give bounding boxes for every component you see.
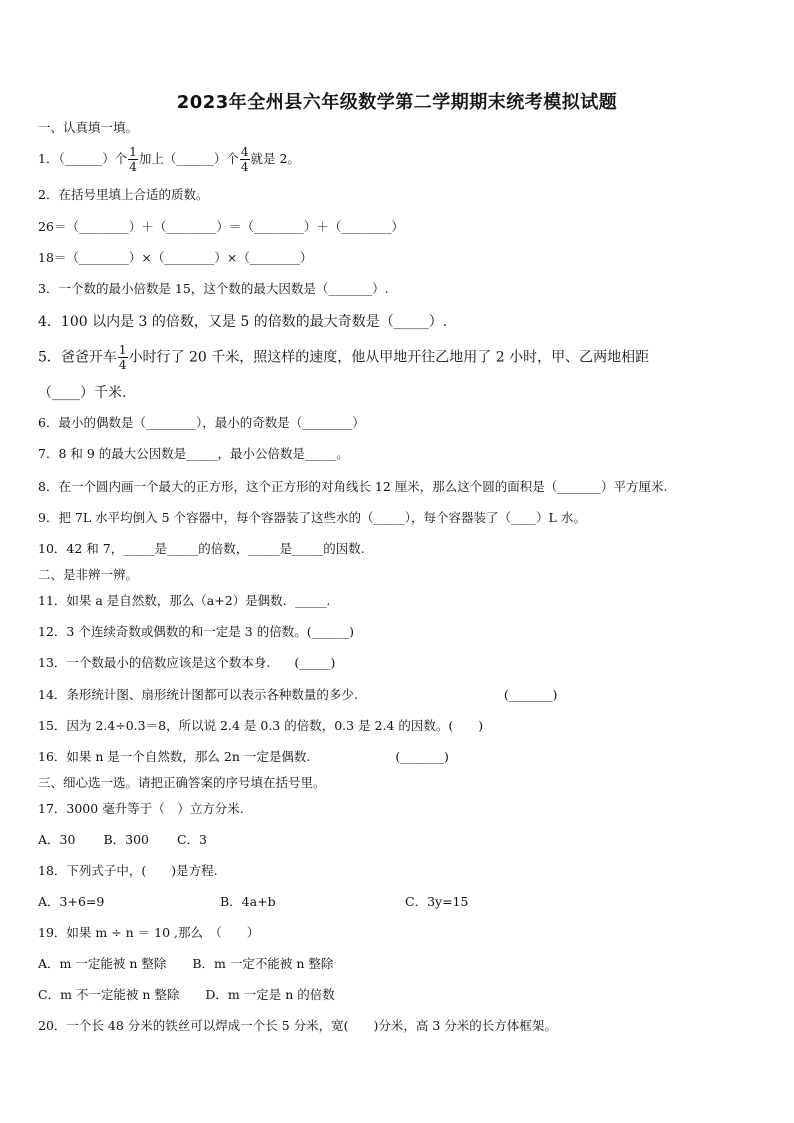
question-11: 11．如果 a 是自然数，那么（a+2）是偶数．_____. — [38, 593, 331, 608]
question-15: 15．因为 2.4÷0.3＝8，所以说 2.4 是 0.3 的倍数，0.3 是 2.4 的因数。( ) — [38, 718, 484, 733]
option-c: C．3y=15 — [405, 894, 469, 909]
option-c: C．m 不一定能被 n 整除 — [38, 987, 180, 1002]
fraction-one-quarter: $\frac{1}{4}$ — [118, 343, 127, 372]
option-c: C．3 — [176, 832, 208, 847]
fraction-one-quarter: $\frac{1}{4}$ — [129, 145, 137, 174]
option-b: B．4a+b — [220, 894, 276, 909]
question-17-options — [38, 834, 207, 847]
option-b: B．300 — [103, 832, 149, 847]
question-2-line-b: 18＝（________）×（________）×（________） — [38, 250, 313, 265]
question-17: 17．3000 毫升等于（ ）立方分米. — [38, 801, 244, 816]
answer-blank: (_______) — [503, 687, 558, 702]
question-4: 4．100 以内是 3 的倍数，又是 5 的倍数的最大奇数是（_____）. — [38, 314, 448, 330]
question-19-options-row-1 — [38, 958, 333, 971]
answer-blank: (_____) — [294, 655, 336, 670]
question-13: 13．一个数最小的倍数应该是这个数本身. (_____) — [38, 655, 336, 670]
option-a: A．30 — [38, 832, 76, 847]
question-5: 5．爸爸开车 $\frac{1}{4}$ 小时行了 20 千米，照这样的速度，他从甲地开往乙地用了 2 小时，甲、乙两地相距 — [38, 343, 650, 372]
option-a: A．3+6=9 — [38, 894, 105, 909]
question-19: 19．如果 m ÷ n ＝ 10 ,那么 （ ） — [38, 925, 260, 940]
option-b: B．m 一定不能被 n 整除 — [192, 956, 334, 971]
answer-blank: (_______) — [395, 749, 449, 764]
question-18: 18．下列式子中，( )是方程. — [38, 863, 218, 878]
question-2: 2．在括号里填上合适的质数。 — [38, 187, 209, 202]
question-14: 14．条形统计图、扇形统计图都可以表示各种数量的多少. (_______) — [38, 687, 558, 702]
fraction-four-quarters: $\frac{4}{4}$ — [240, 145, 249, 174]
question-3: 3．一个数的最小倍数是 15，这个数的最大因数是（_______）. — [38, 281, 389, 296]
question-1: 1．（______）个 $\frac{1}{4}$ 加上（______）个 $\frac{4}{4}$ 就是 2。 — [38, 145, 300, 174]
question-19-options-row-2 — [38, 989, 335, 1002]
section-heading-1: 一、认真填一填。 — [38, 120, 139, 135]
option-d: D．m 一定是 n 的倍数 — [205, 987, 335, 1002]
question-7: 7．8 和 9 的最大公因数是_____，最小公倍数是_____。 — [38, 446, 349, 461]
question-2-line-a: 26＝（________）＋（________）＝（________）＋（________） — [38, 219, 404, 234]
option-a: A．m 一定能被 n 整除 — [38, 956, 167, 971]
question-20: 20．一个长 48 分米的铁丝可以焊成一个长 5 分米，宽( )分米，高 3 分米的长方体框架。 — [38, 1018, 557, 1033]
section-heading-2: 二、是非辨一辨。 — [38, 567, 139, 582]
question-10: 10．42 和 7，_____是_____的倍数，_____是_____的因数. — [38, 541, 365, 556]
question-5-continued: （____）千米. — [38, 385, 127, 401]
question-6: 6．最小的偶数是（________），最小的奇数是（________） — [38, 415, 365, 430]
question-9: 9．把 7L 水平均倒入 5 个容器中，每个容器装了这些水的（_____），每个容器装了（____）L 水。 — [38, 510, 586, 525]
question-12: 12．3 个连续奇数或偶数的和一定是 3 的倍数。(______) — [38, 624, 354, 639]
section-heading-3: 三、细心选一选。请把正确答案的序号填在括号里。 — [38, 775, 326, 790]
question-18-options — [38, 896, 468, 909]
question-8: 8．在一个圆内画一个最大的正方形，这个正方形的对角线长 12 厘米，那么这个圆的面积是（_______）平方厘米. — [38, 479, 668, 494]
question-16: 16．如果 n 是一个自然数，那么 2n 一定是偶数. (_______) — [38, 749, 449, 764]
page-title: 2023年全州县六年级数学第二学期期末统考模拟试题 — [176, 92, 618, 113]
